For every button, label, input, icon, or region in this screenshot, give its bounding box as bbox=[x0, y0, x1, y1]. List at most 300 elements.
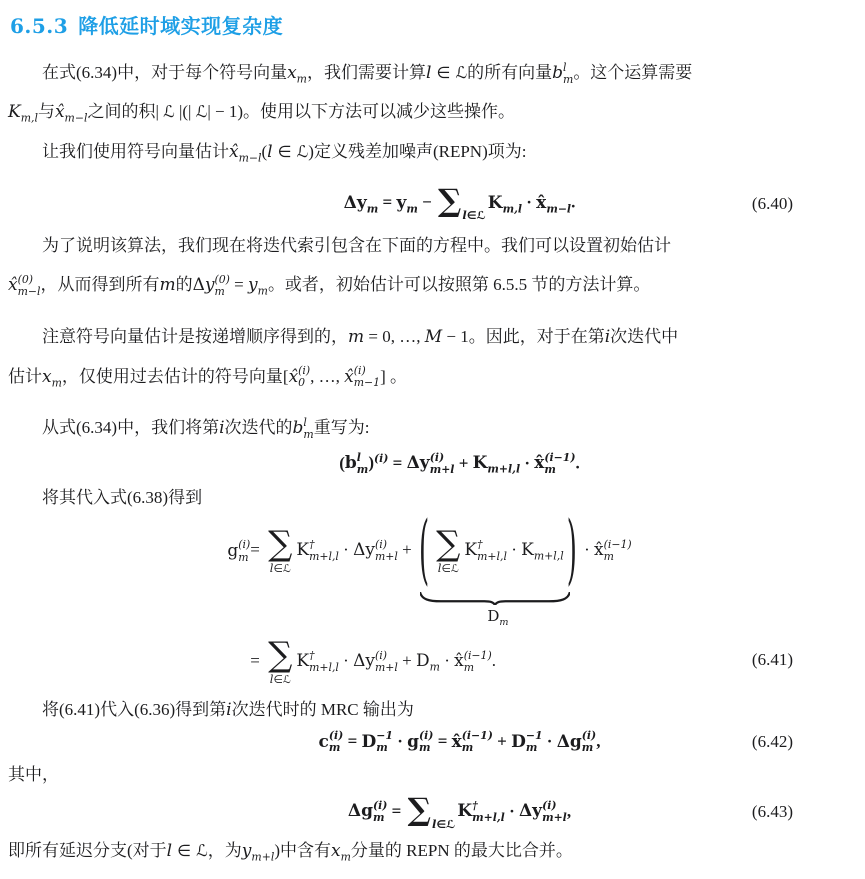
equation-number-6-41: (6.41) bbox=[751, 650, 793, 670]
text-run: = bbox=[229, 275, 249, 295]
subscript bbox=[563, 74, 573, 86]
text-run: 次迭代中 bbox=[610, 326, 679, 346]
sum-limits bbox=[268, 561, 292, 576]
italic-var: i bbox=[219, 417, 225, 438]
scripted-term bbox=[54, 102, 88, 125]
sub-sup-stack bbox=[542, 800, 567, 824]
scripted-term bbox=[229, 141, 262, 165]
section-number: 6.5.3 bbox=[10, 14, 69, 38]
subscript bbox=[354, 377, 380, 389]
bold-var: Δy bbox=[343, 192, 367, 213]
text-run: m+l bbox=[429, 463, 455, 477]
scripted-term bbox=[318, 729, 344, 755]
scripted-term bbox=[368, 453, 388, 472]
text-run: m+l bbox=[542, 810, 567, 824]
italic-var: l bbox=[425, 63, 432, 83]
roman-var: Δ bbox=[192, 275, 205, 296]
equation-6-43-body bbox=[158, 791, 761, 831]
italic-var: x̂ bbox=[54, 102, 65, 123]
superscript bbox=[374, 452, 388, 465]
subscript bbox=[18, 286, 41, 298]
text-run: m bbox=[499, 616, 509, 628]
text-run: = bbox=[250, 540, 265, 560]
text-run: m bbox=[525, 741, 538, 755]
text-run: 。这个运算需要 bbox=[573, 63, 693, 82]
bold-var: b bbox=[344, 453, 357, 474]
scripted-term bbox=[347, 798, 388, 824]
script-L-symbol: ℒ bbox=[455, 63, 468, 82]
paragraph-line-9 bbox=[8, 484, 821, 511]
sum-limits bbox=[431, 816, 456, 831]
sub-sup-stack bbox=[462, 730, 493, 754]
paragraph-line-5 bbox=[8, 271, 821, 304]
script-L-symbol: ℒ bbox=[446, 817, 456, 831]
text-run: . bbox=[571, 192, 576, 212]
italic-var: x̂ bbox=[8, 275, 18, 296]
text-run: m−l bbox=[238, 151, 262, 165]
subscript bbox=[430, 464, 455, 476]
text-run: 0 bbox=[298, 376, 306, 390]
text-run: (i−1) bbox=[463, 648, 492, 662]
sum-limits bbox=[462, 210, 485, 222]
open-paren: ( bbox=[418, 508, 430, 595]
paragraph-line-10 bbox=[8, 696, 821, 724]
scripted-term bbox=[227, 538, 251, 564]
text-run: · bbox=[520, 453, 535, 473]
text-run: ，我们需要计算 bbox=[306, 63, 426, 82]
section-title: 降低延时域实现复杂度 bbox=[78, 16, 284, 38]
text-run: 注意符号向量估计是按递增顺序得到的， bbox=[42, 326, 348, 346]
scripted-term bbox=[241, 840, 275, 864]
text-run: − 1。因此，对于在第 bbox=[442, 326, 605, 346]
italic-var: l bbox=[166, 840, 173, 861]
text-run: . bbox=[575, 453, 580, 473]
underbrace-content bbox=[416, 508, 580, 595]
text-run: 之间的积| bbox=[87, 102, 164, 122]
text-run: (i) bbox=[419, 729, 434, 743]
text-run: m bbox=[372, 810, 385, 824]
roman-var: Δy bbox=[353, 650, 375, 671]
text-run: m bbox=[544, 463, 556, 477]
italic-var: x bbox=[330, 840, 341, 861]
subscript bbox=[546, 202, 571, 215]
scripted-term bbox=[8, 272, 41, 299]
sub-sup-stack bbox=[373, 800, 387, 824]
equation-6-41-rhs1 bbox=[250, 508, 632, 628]
script-L-symbol: ℒ bbox=[195, 102, 208, 122]
math-symbol: ∈ bbox=[436, 817, 447, 831]
text-run: 次迭代的 bbox=[224, 417, 293, 437]
sub-sup-stack bbox=[309, 650, 339, 674]
text-run: (i−1) bbox=[461, 729, 493, 743]
scripted-term bbox=[296, 538, 339, 564]
subscript bbox=[303, 429, 313, 441]
text-run: · bbox=[506, 540, 522, 560]
sub-sup-stack bbox=[215, 274, 230, 298]
text-run: l bbox=[303, 415, 307, 429]
text-run: (i) bbox=[429, 450, 445, 464]
text-run: m−l bbox=[64, 111, 88, 125]
paragraph-line-2 bbox=[8, 98, 821, 131]
text-run: 将(6.41)代入(6.36)得到第 bbox=[42, 700, 227, 720]
bold-var: x̂ bbox=[534, 453, 545, 474]
script-L-symbol: ℒ bbox=[476, 209, 486, 223]
text-run: m bbox=[461, 741, 474, 755]
subscript bbox=[582, 742, 596, 754]
script-L-symbol: ℒ bbox=[296, 141, 309, 161]
math-symbol: ∈ bbox=[272, 141, 297, 161]
sub-sup-stack bbox=[472, 800, 505, 824]
scripted-term bbox=[472, 453, 521, 476]
text-run: (i) bbox=[298, 364, 311, 378]
text-run: 在式(6.34)中，对于每个符号向量 bbox=[42, 63, 288, 82]
roman-var: K bbox=[296, 540, 310, 561]
subscript bbox=[258, 285, 268, 298]
text-run: m bbox=[328, 741, 341, 755]
italic-var: b bbox=[552, 63, 563, 83]
scripted-term bbox=[536, 192, 572, 215]
text-run: m bbox=[257, 284, 268, 298]
subscript bbox=[375, 662, 398, 674]
scripted-term bbox=[292, 415, 314, 441]
text-run: · bbox=[439, 650, 455, 670]
text-run: (i) bbox=[328, 729, 344, 743]
sum-operator bbox=[268, 524, 293, 576]
script-L-symbol: ℒ bbox=[282, 562, 291, 576]
equation-6-41-body bbox=[98, 508, 761, 686]
text-run: m+l bbox=[374, 660, 398, 674]
scripted-term bbox=[361, 729, 393, 755]
math-symbol: ∈ bbox=[441, 562, 451, 576]
subscript bbox=[239, 151, 262, 164]
italic-var: i bbox=[604, 326, 611, 347]
italic-var: K bbox=[8, 102, 21, 123]
text-run: + bbox=[397, 650, 416, 670]
text-run: 将其代入式(6.38)得到 bbox=[42, 488, 203, 508]
text-run: m bbox=[214, 285, 225, 299]
sub-sup-stack bbox=[376, 730, 393, 754]
equation-6-41 bbox=[8, 508, 821, 686]
text-run: 其中， bbox=[8, 764, 59, 784]
equation-unnumbered-body bbox=[158, 452, 761, 476]
scripted-term bbox=[353, 538, 398, 564]
subscript bbox=[297, 72, 307, 85]
subscript bbox=[430, 660, 440, 673]
italic-var: y bbox=[248, 275, 258, 296]
text-run: 估计 bbox=[8, 366, 42, 386]
italic-var: m bbox=[348, 326, 365, 347]
bold-var: Δg bbox=[556, 731, 582, 752]
sub-sup-stack bbox=[309, 539, 339, 563]
subscript bbox=[526, 742, 543, 754]
subscript bbox=[604, 551, 632, 563]
scripted-term bbox=[343, 192, 379, 215]
subscript bbox=[52, 376, 62, 389]
paragraph-line-12 bbox=[8, 837, 821, 870]
text-run: l bbox=[563, 60, 567, 74]
text-run: m bbox=[376, 741, 388, 755]
italic-var: x̂ bbox=[344, 366, 354, 387]
bold-var: K bbox=[487, 192, 503, 213]
subscript bbox=[238, 552, 250, 564]
text-run: m+l,l bbox=[309, 660, 339, 674]
text-run: m,l bbox=[502, 201, 522, 215]
equation-6-40 bbox=[8, 185, 821, 222]
script-L-symbol: ℒ bbox=[163, 102, 175, 122]
text-run: −1 bbox=[376, 729, 393, 743]
italic-var: l bbox=[269, 671, 274, 686]
subscript bbox=[472, 812, 505, 824]
bold-var: Δy bbox=[518, 801, 543, 822]
text-run: ] 。 bbox=[380, 366, 407, 386]
scripted-term bbox=[451, 729, 493, 755]
text-run: + bbox=[492, 731, 512, 751]
scripted-term bbox=[344, 364, 381, 390]
text-run: 重写为: bbox=[313, 417, 370, 437]
text-run: (0) bbox=[17, 272, 33, 286]
text-run: ，从而得到所有 bbox=[40, 275, 160, 295]
scripted-term bbox=[248, 275, 268, 298]
sum-limits bbox=[268, 672, 292, 687]
scripted-term bbox=[552, 60, 574, 86]
sum-limits bbox=[436, 561, 460, 576]
text-run: m bbox=[581, 741, 594, 755]
bold-var: Δy bbox=[406, 453, 430, 474]
bold-var: D bbox=[511, 731, 526, 752]
italic-var: y bbox=[241, 840, 252, 861]
italic-var: x̂ bbox=[288, 366, 299, 387]
text-run: · bbox=[542, 731, 557, 751]
italic-var: i bbox=[226, 700, 232, 721]
scripted-term bbox=[594, 538, 632, 564]
subscript bbox=[477, 551, 507, 563]
math-symbol: ∈ bbox=[273, 562, 283, 576]
paragraph-line-1 bbox=[8, 59, 821, 92]
scripted-term bbox=[487, 192, 522, 215]
text-run: = bbox=[387, 801, 406, 821]
italic-var: l bbox=[269, 561, 274, 576]
subscript bbox=[298, 377, 310, 389]
text-run: m bbox=[463, 660, 475, 674]
paragraph-line-11 bbox=[8, 761, 821, 788]
sub-sup-stack bbox=[238, 539, 250, 563]
scripted-term bbox=[407, 729, 434, 755]
scripted-term bbox=[454, 648, 492, 674]
script-L-symbol: ℒ bbox=[282, 672, 291, 686]
section-heading bbox=[10, 10, 821, 39]
text-run: m bbox=[406, 201, 418, 215]
text-run: (i) bbox=[373, 452, 389, 466]
text-run: · bbox=[504, 801, 519, 821]
italic-var: x bbox=[287, 63, 297, 83]
text-run: · bbox=[338, 540, 354, 560]
text-run: − bbox=[417, 192, 437, 212]
text-run: m+l,l bbox=[533, 549, 564, 563]
scripted-term bbox=[415, 650, 440, 674]
text-run: + bbox=[454, 453, 473, 473]
text-run: · bbox=[579, 540, 595, 560]
text-run: )中含有 bbox=[274, 840, 331, 860]
subscript bbox=[542, 812, 567, 824]
italic-var: l bbox=[462, 208, 467, 223]
sub-sup-stack bbox=[526, 730, 543, 754]
text-run: (i−1) bbox=[603, 538, 632, 552]
text-run: = bbox=[388, 453, 407, 473]
subscript bbox=[375, 551, 398, 563]
equation-unnumbered bbox=[8, 452, 821, 476]
subscript bbox=[406, 202, 418, 215]
equation-number-6-42: (6.42) bbox=[751, 732, 793, 752]
italic-var: M bbox=[424, 326, 443, 347]
text-run: · bbox=[522, 192, 537, 212]
scripted-term bbox=[556, 729, 597, 755]
text-run: (i) bbox=[353, 364, 366, 378]
sub-sup-stack bbox=[357, 452, 369, 476]
text-run: † bbox=[472, 798, 478, 812]
text-run: † bbox=[477, 538, 483, 552]
subscript bbox=[309, 662, 339, 674]
subscript bbox=[367, 202, 379, 215]
sum-operator bbox=[407, 791, 456, 831]
sub-sup-stack bbox=[604, 539, 632, 563]
sub-sup-stack bbox=[419, 730, 433, 754]
text-run: = bbox=[250, 650, 265, 670]
text-run: (i) bbox=[374, 648, 387, 662]
text-run: (0) bbox=[214, 272, 230, 286]
sigma-icon: ∑ bbox=[268, 524, 293, 565]
text-run: (i) bbox=[581, 729, 597, 743]
sub-sup-stack bbox=[18, 274, 41, 298]
bold-var: g bbox=[407, 731, 420, 752]
text-run: )定义残差加噪声(REPN)项为: bbox=[308, 141, 527, 161]
equation-number-6-40: (6.40) bbox=[751, 193, 793, 213]
subscript bbox=[215, 286, 230, 298]
close-paren: ) bbox=[566, 508, 577, 595]
subscript bbox=[341, 850, 351, 863]
roman-var: Δy bbox=[353, 540, 375, 561]
text-run: 的 bbox=[175, 275, 193, 295]
text-run: ) bbox=[368, 453, 374, 473]
subscript bbox=[357, 464, 369, 476]
text-run: ，为 bbox=[207, 840, 242, 860]
text-run: m,l bbox=[20, 111, 38, 125]
text-run: 即所有延迟分支(对于 bbox=[8, 840, 167, 860]
text-run: † bbox=[309, 648, 315, 662]
script-L-symbol: ℒ bbox=[450, 562, 459, 576]
bold-var: c bbox=[318, 731, 329, 752]
subscript bbox=[419, 742, 433, 754]
text-run: + bbox=[397, 540, 416, 560]
subscript bbox=[544, 464, 575, 476]
sub-sup-stack bbox=[563, 62, 573, 86]
roman-var: x̂ bbox=[454, 650, 464, 671]
subscript bbox=[462, 742, 493, 754]
italic-var: l bbox=[437, 561, 442, 576]
equation-6-43 bbox=[8, 791, 821, 831]
text-run: . bbox=[491, 650, 496, 670]
text-run: (i) bbox=[542, 798, 557, 812]
text-run: m+l bbox=[374, 550, 398, 564]
text-run: m bbox=[340, 850, 351, 864]
roman-var: x̂ bbox=[594, 540, 604, 561]
text-run: m+l,l bbox=[472, 810, 505, 824]
subscript bbox=[503, 202, 522, 215]
scripted-term bbox=[464, 538, 507, 564]
subscript bbox=[309, 551, 339, 563]
sub-sup-stack bbox=[544, 452, 575, 476]
bold-var: x̂ bbox=[536, 192, 547, 213]
math-symbol: ∈ bbox=[431, 63, 456, 82]
text-run: m bbox=[429, 660, 440, 674]
subscript bbox=[251, 850, 274, 863]
text-run: † bbox=[309, 538, 315, 552]
underbrace-icon bbox=[420, 592, 570, 605]
text-run: 。或者，初始估计可以按照第 6.5.5 节的方法计算。 bbox=[267, 275, 651, 295]
sub-sup-stack bbox=[375, 539, 398, 563]
scripted-term bbox=[534, 450, 576, 477]
text-run: |(| bbox=[174, 102, 196, 122]
roman-var: D bbox=[487, 606, 500, 625]
text-run: ，仅使用过去估计的符号向量[ bbox=[61, 366, 289, 386]
text-run: l bbox=[356, 450, 361, 464]
scripted-term bbox=[8, 102, 38, 125]
paragraph-line-6 bbox=[8, 323, 821, 351]
equation-6-41-lhs bbox=[227, 539, 250, 563]
math-symbol: ∈ bbox=[466, 209, 477, 223]
scripted-term bbox=[192, 272, 230, 299]
text-run: m+l bbox=[251, 850, 275, 864]
sum-operator bbox=[436, 524, 461, 576]
equation-6-40-body bbox=[158, 185, 761, 222]
subscript bbox=[487, 463, 520, 476]
text-run: 与 bbox=[37, 102, 55, 122]
sub-sup-stack bbox=[354, 365, 380, 389]
subscript bbox=[65, 112, 88, 125]
scripted-term bbox=[406, 450, 455, 477]
scripted-term bbox=[353, 648, 398, 674]
sub-sup-stack bbox=[298, 365, 310, 389]
scripted-term bbox=[42, 366, 62, 389]
subscript bbox=[373, 812, 387, 824]
paragraph-line-3 bbox=[8, 138, 821, 171]
scripted-term bbox=[457, 798, 505, 824]
text-run: (i−1) bbox=[544, 450, 576, 464]
italic-var: x bbox=[42, 366, 52, 387]
text-run: · bbox=[392, 731, 408, 751]
sigma-icon: ∑ bbox=[438, 183, 462, 220]
subscript bbox=[21, 112, 38, 125]
text-run: m−l bbox=[17, 285, 41, 299]
scripted-term bbox=[288, 364, 311, 390]
sub-sup-stack bbox=[477, 539, 507, 563]
roman-var: K bbox=[296, 650, 310, 671]
italic-var: y bbox=[204, 275, 215, 296]
text-run: | − 1)。使用以下方法可以减少这些操作。 bbox=[207, 102, 515, 122]
sum-operator bbox=[268, 634, 293, 687]
italic-var: m bbox=[159, 275, 176, 296]
scripted-term bbox=[518, 798, 567, 824]
text-run: · bbox=[338, 650, 354, 670]
equation-6-42-body bbox=[158, 730, 761, 754]
text-run: m+l,l bbox=[309, 550, 339, 564]
sub-sup-stack bbox=[430, 452, 455, 476]
script-L-symbol: ℒ bbox=[196, 840, 208, 860]
subscript bbox=[534, 550, 564, 563]
bold-var: K bbox=[472, 453, 488, 474]
roman-var: K bbox=[521, 540, 534, 561]
paragraph-line-7 bbox=[8, 363, 821, 396]
equation-number-6-43: (6.43) bbox=[751, 802, 793, 822]
